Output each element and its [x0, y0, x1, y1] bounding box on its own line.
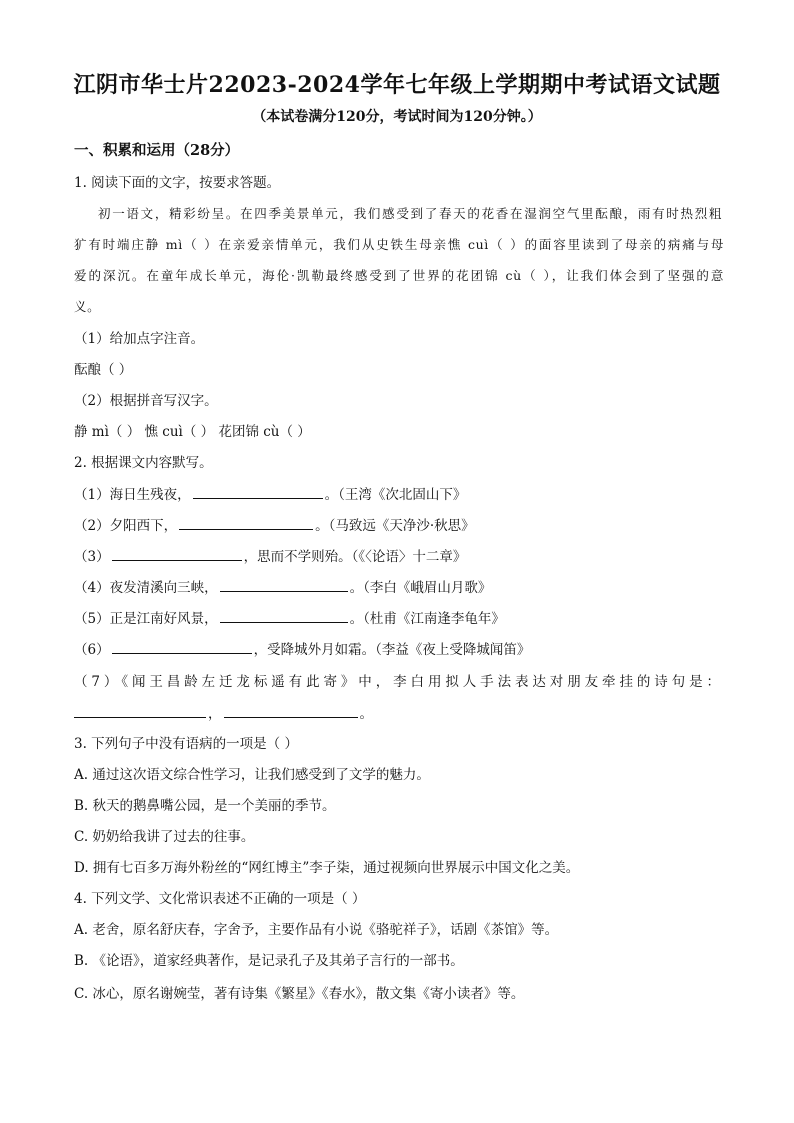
passage-line: 初一语文，精彩纷呈。在四季美景单元，我们感受到了春天的花香在湿润空气里酝酿，雨有时热烈粗 — [98, 206, 722, 221]
item-suffix: 。（李白《峨眉山月歌》 — [349, 580, 492, 596]
question-1-sub2-answer: 静 mì（ ） 憔 cuì（ ） 花团锦 cù（ ） — [74, 424, 311, 440]
item-prefix: （6） — [74, 642, 110, 658]
recitation-item-1 — [74, 485, 724, 504]
section-heading: 一、积累和运用（28分） — [74, 142, 240, 159]
passage-line: 犷有时端庄静 mì（ ）在亲爱亲情单元，我们从史铁生母亲憔 cuì（ ）的面容里读到了母亲的病痛与母 — [74, 237, 724, 252]
item-prefix: （1）海日生残夜， — [74, 487, 191, 503]
recitation-item-7-answer — [72, 704, 722, 723]
end-mark: 。 — [359, 706, 373, 722]
option-a[interactable]: A. 老舍，原名舒庆春，字舍予，主要作品有小说《骆驼祥子》，话剧《茶馆》等。 — [74, 922, 559, 938]
item-suffix: 。（马致远《天净沙·秋思》 — [315, 518, 475, 534]
page-subtitle: （本试卷满分120分，考试时间为120分钟。） — [252, 109, 542, 125]
recitation-item-6 — [74, 640, 724, 659]
question-1-stem: 1. 阅读下面的文字，按要求答题。 — [74, 175, 281, 191]
item-prefix: （4）夜发清溪向三峡， — [74, 580, 218, 596]
option-b[interactable]: B. 《论语》，道家经典著作，是记录孔子及其弟子言行的一部书。 — [74, 953, 464, 969]
recitation-item-5 — [74, 609, 724, 628]
option-d[interactable]: D. 拥有七百多万海外粉丝的“网红博主”李子柒，通过视频向世界展示中国文化之美。 — [74, 860, 580, 876]
question-1-sub1: （1）给加点字注音。 — [74, 331, 205, 347]
answer-blank[interactable] — [112, 547, 242, 561]
answer-blank[interactable] — [220, 578, 348, 592]
item-suffix: 。（杜甫《江南逢李龟年》 — [349, 611, 505, 627]
recitation-item-4 — [74, 578, 724, 597]
question-1-sub1-answer: 酝酿（ ） — [74, 362, 133, 378]
answer-blank[interactable] — [179, 516, 313, 530]
item-suffix: ，思而不学则殆。（《〈论语〉十二章》 — [243, 549, 467, 565]
answer-blank[interactable] — [112, 640, 252, 654]
answer-blank[interactable] — [193, 485, 323, 499]
question-1-sub2: （2）根据拼音写汉字。 — [74, 393, 218, 409]
item-suffix: ，受降城外月如霜。（李益《夜上受降城闻笛》 — [253, 642, 531, 658]
question-3-stem: 3. 下列句子中没有语病的一项是（ ） — [74, 736, 298, 752]
page-title: 江阴市华士片22023-2024学年七年级上学期期中考试语文试题 — [73, 72, 721, 98]
option-b[interactable]: B. 秋天的鹅鼻嘴公园，是一个美丽的季节。 — [74, 798, 336, 814]
option-c[interactable]: C. 奶奶给我讲了过去的往事。 — [74, 829, 255, 845]
item-prefix: （5）正是江南好风景， — [74, 611, 218, 627]
item-prefix: （3） — [74, 549, 110, 565]
recitation-item-2 — [74, 516, 724, 535]
option-a[interactable]: A. 通过这次语文综合性学习，让我们感受到了文学的魅力。 — [74, 767, 430, 783]
item-suffix: 。（王湾《次北固山下》 — [324, 487, 467, 503]
recitation-item-3 — [74, 547, 724, 566]
answer-blank[interactable] — [220, 609, 348, 623]
option-c[interactable]: C. 冰心，原名谢婉莹，著有诗集《繁星》《春水》，散文集《寄小读者》等。 — [74, 986, 525, 1002]
question-4-stem: 4. 下列文学、文化常识表述不正确的一项是（ ） — [74, 891, 366, 907]
answer-blank[interactable] — [224, 704, 358, 718]
item-prefix: （2）夕阳西下， — [74, 518, 178, 534]
recitation-item-7: （7）《闻王昌龄左迁龙标遥有此寄》中，李白用拟人手法表达对朋友牵挂的诗句是： — [74, 674, 720, 690]
passage-line: 义。 — [74, 299, 101, 314]
passage-line: 爱的深沉。在童年成长单元，海伦·凯勒最终感受到了世界的花团锦 cù（ ），让我们体会到了坚强的意 — [74, 268, 724, 283]
question-2-stem: 2. 根据课文内容默写。 — [74, 455, 213, 471]
separator: ， — [208, 706, 222, 722]
answer-blank[interactable] — [74, 704, 206, 718]
